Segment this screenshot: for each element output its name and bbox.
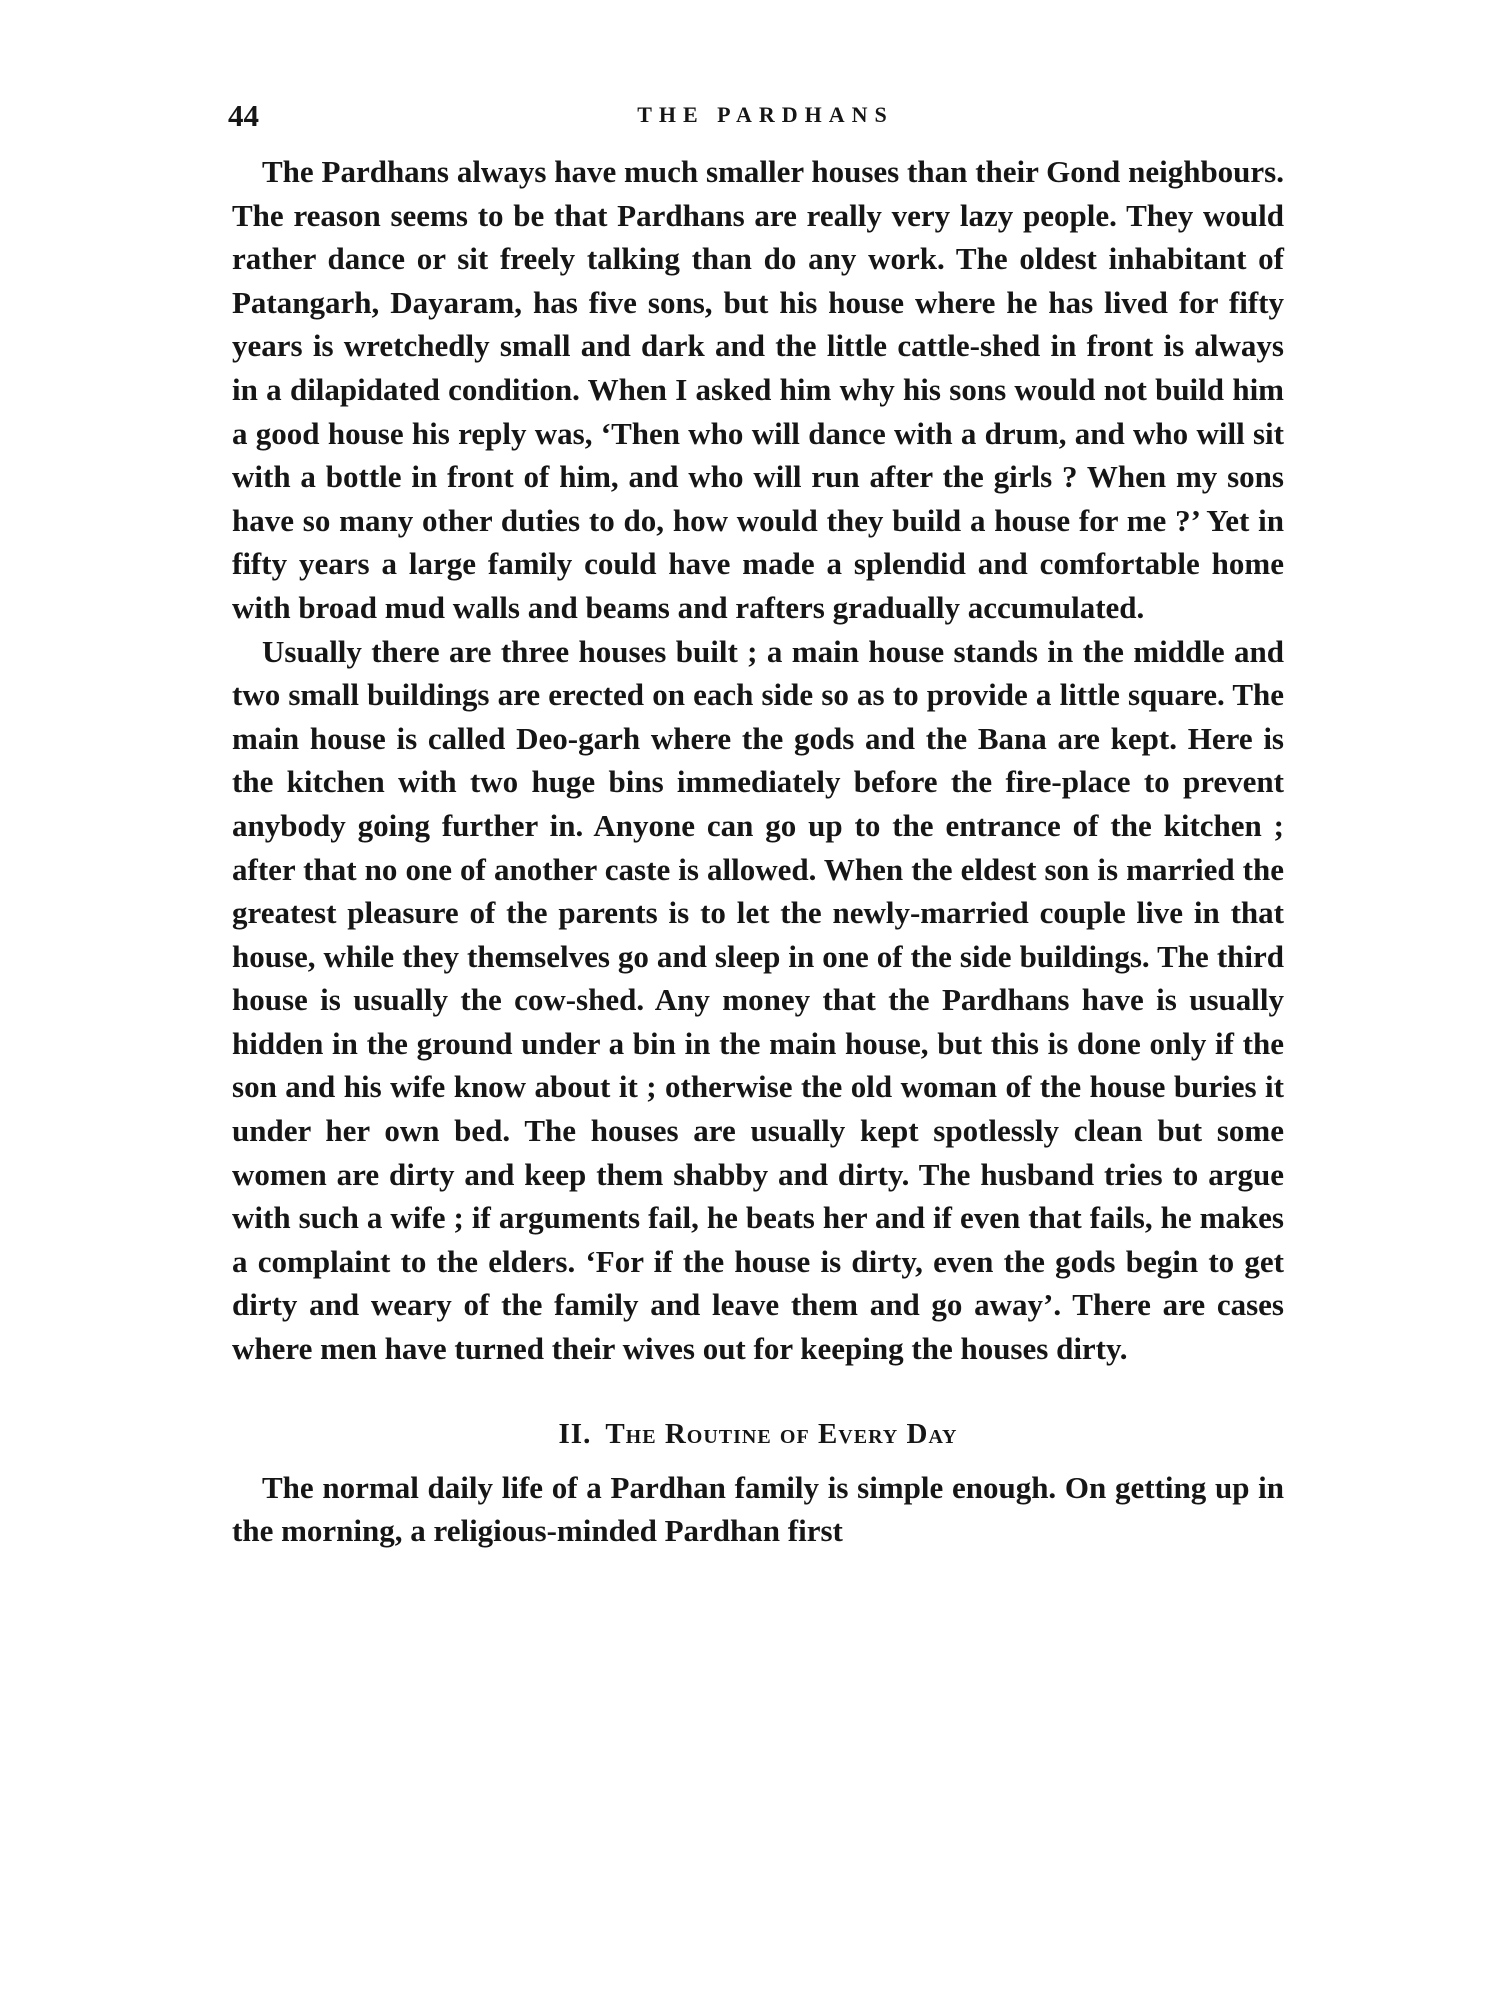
section-title: The Routine of Every Day xyxy=(605,1417,958,1450)
paragraph-three-houses: Usually there are three houses built ; a main house stands in the middle and two small buildings are erected on each side so as to provide a little square. The main house is called Deo-garh where the gods and the Bana are kept. Here is the kitchen with two huge bins immediately before the fire-place to prevent anybody going further in. Anyone can go up to the entrance of the kitchen ; after that no one of another caste is allowed. When the eldest son is married the greatest pleasure of the parents is to let the newly-married couple live in that house, while they themselves go and sleep in one of the side buildings. The third house is usually the cow-shed. Any money that the Pardhans have is usually hidden in the ground under a bin in the main house, but this is done only if the son and his wife know about it ; otherwise the old woman of the house buries it under her own bed. The houses are usually kept spotlessly clean but some women are dirty and keep them shabby and dirty. The husband tries to argue with such a wife ; if arguments fail, he beats her and if even that fails, he makes a complaint to the elders. ‘For if the house is dirty, even the gods begin to get dirty and weary of the family and leave them and go away’. There are cases where men have turned their wives out for keeping the houses dirty. xyxy=(232,633,1284,1367)
running-head xyxy=(228,98,1293,138)
paragraph-daily-routine: The normal daily life of a Pardhan family is simple enough. On getting up in the morning, a religious-minded Pardhan first xyxy=(232,1469,1284,1549)
section-numeral: II. xyxy=(558,1417,592,1450)
body-text xyxy=(232,150,1284,1553)
paragraph-houses: The Pardhans always have much smaller houses than their Gond neighbours. The reason seems to be that Pardhans are really very lazy people. They would rather dance or sit freely talking than do any work. The oldest inhabitant of Patangarh, Dayaram, has five sons, but his house where he has lived for fifty years is wretchedly small and dark and the little cattle-shed in front is always in a dilapidated condition. When I asked him why his sons would not build him a good house his reply was, ‘Then who will dance with a drum, and who will sit with a bottle in front of him, and who will run after the girls ? When my sons have so many other duties to do, how would they build a house for me ?’ Yet in fifty years a large family could have made a splendid and comfortable home with broad mud walls and beams and rafters gradually accumulated. xyxy=(232,154,1284,625)
book-title: THE PARDHANS xyxy=(637,102,894,127)
section-heading xyxy=(232,1413,1284,1456)
page-number: 44 xyxy=(228,98,259,133)
